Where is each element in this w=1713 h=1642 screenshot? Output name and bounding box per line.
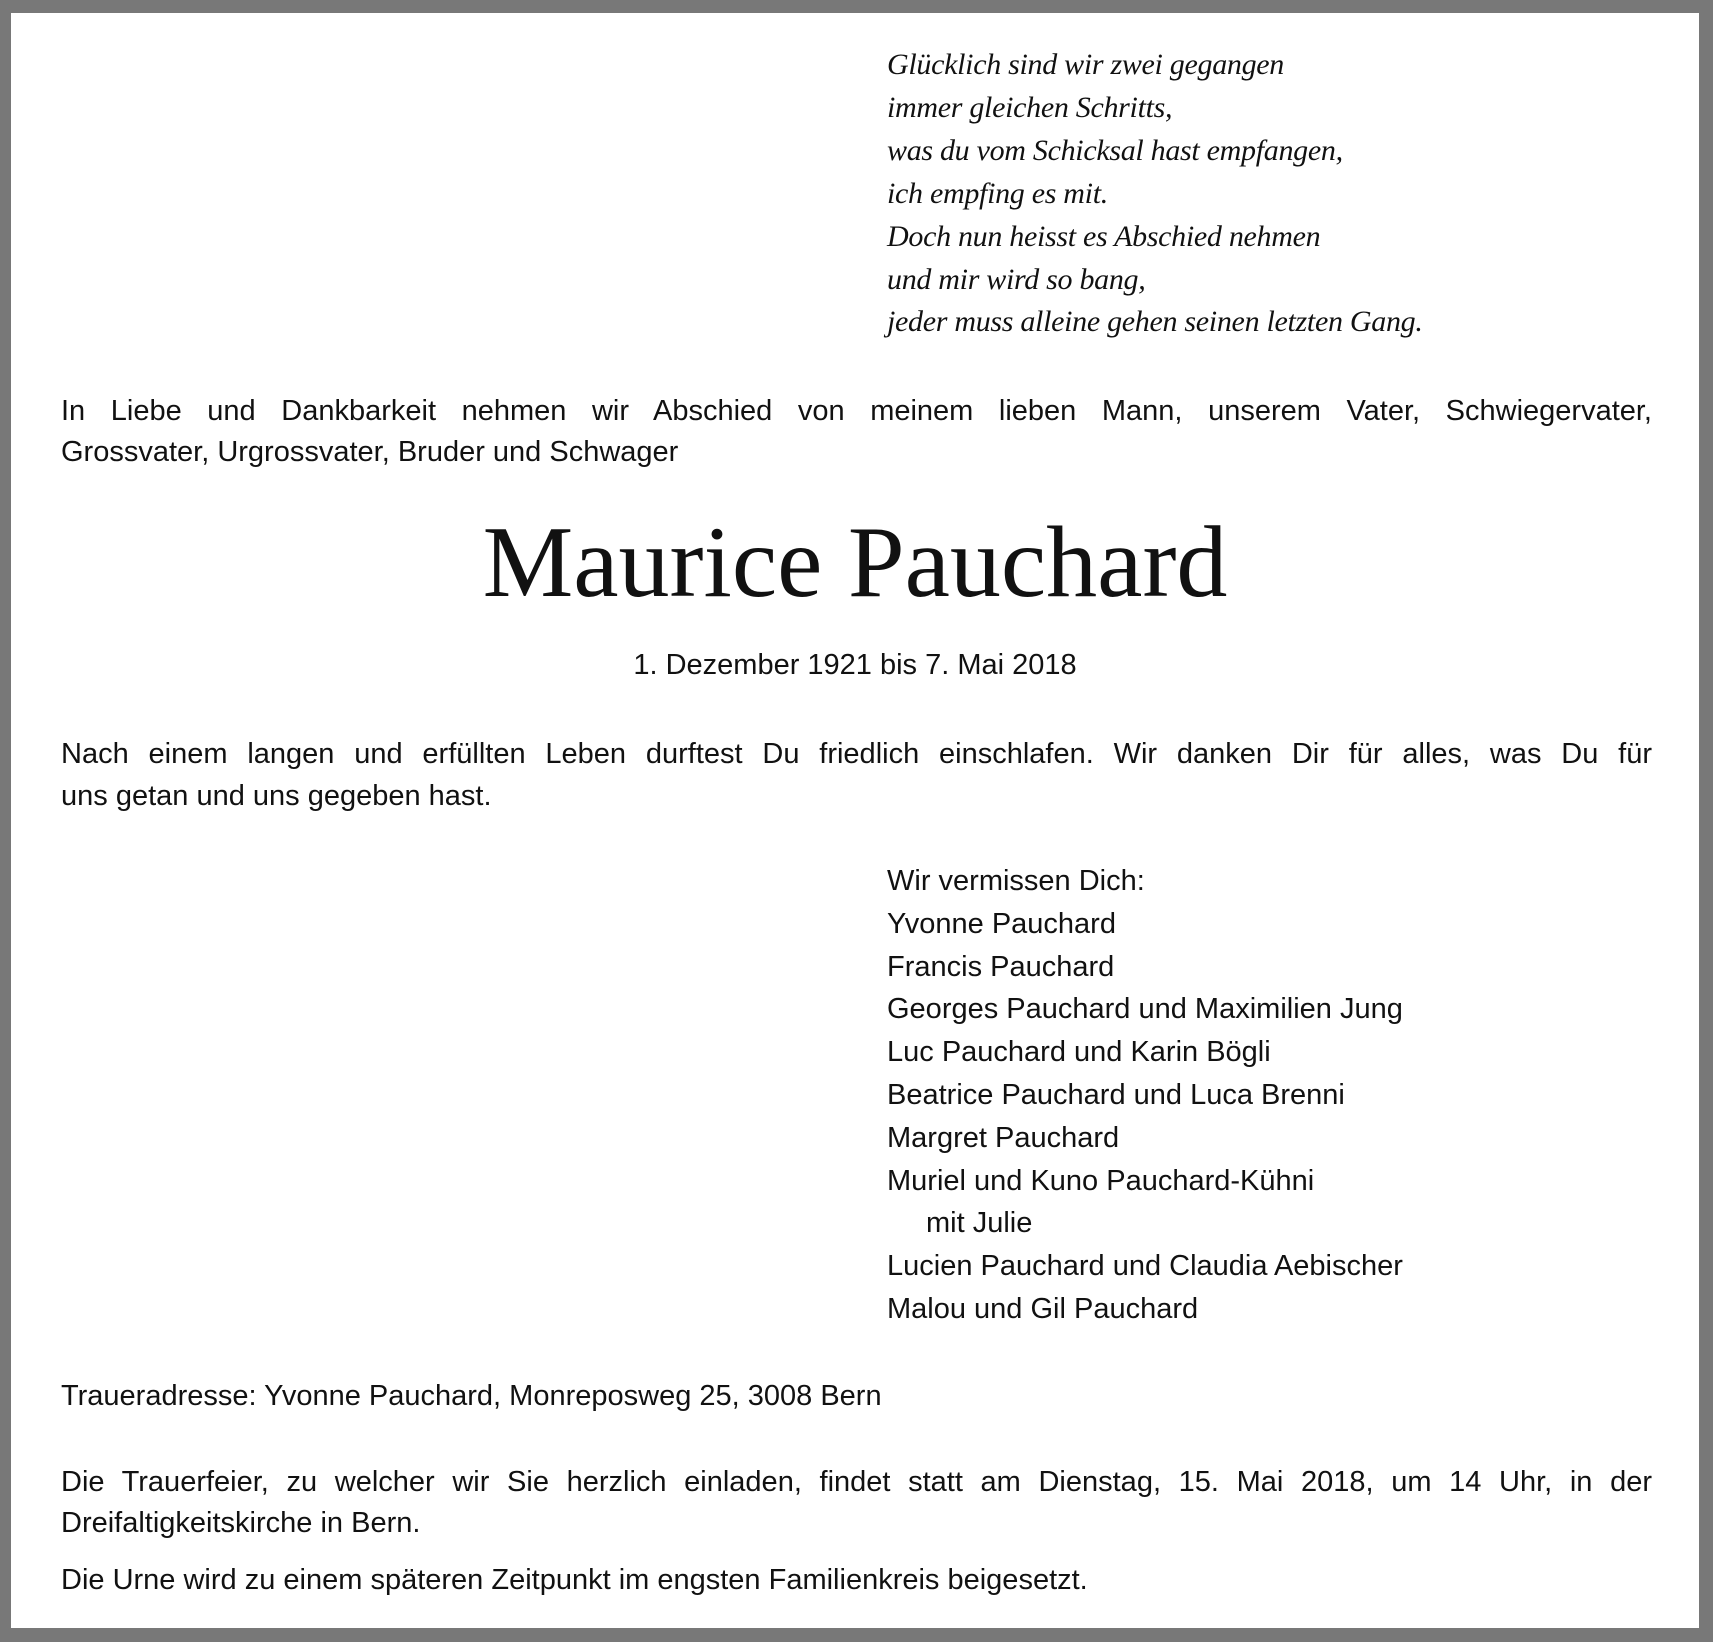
poem-line: ich empfing es mit. xyxy=(887,176,1108,210)
family-member: Malou und Gil Pauchard xyxy=(887,1292,1199,1325)
life-dates: 1. Dezember 1921 bis 7. Mai 2018 xyxy=(633,649,1077,681)
ceremony-line: Dreifaltigkeitskirche in Bern. xyxy=(61,1507,421,1539)
obituary-page xyxy=(11,13,1699,1628)
family-member: Luc Pauchard und Karin Bögli xyxy=(887,1036,1271,1069)
poem-line: und mir wird so bang, xyxy=(887,262,1146,296)
family-member: Lucien Pauchard und Claudia Aebischer xyxy=(887,1250,1403,1283)
poem-line: was du vom Schicksal hast empfangen, xyxy=(887,133,1343,167)
urn-info: Die Urne wird zu einem späteren Zeitpunkt im engsten Familienkreis beigesetzt. xyxy=(61,1564,1088,1596)
message-line: Nach einem langen und erfüllten Leben durftest Du friedlich einschlafen. Wir danken Dir für alles, was Du für xyxy=(61,738,1652,770)
family-list xyxy=(887,860,1403,1331)
poem-line: Glücklich sind wir zwei gegangen xyxy=(887,48,1285,81)
family-heading: Wir vermissen Dich: xyxy=(887,865,1145,897)
poem-line: immer gleichen Schritts, xyxy=(887,90,1173,124)
intro-text xyxy=(61,391,1652,473)
message-line: uns getan und uns gegeben hast. xyxy=(61,780,492,812)
family-member: Beatrice Pauchard und Luca Brenni xyxy=(887,1078,1345,1111)
mourning-address: Traueradresse: Yvonne Pauchard, Monreposweg 25, 3008 Bern xyxy=(61,1380,882,1412)
family-member: Francis Pauchard xyxy=(887,950,1115,983)
poem-line: Doch nun heisst es Abschied nehmen xyxy=(887,219,1321,253)
intro-line: Grossvater, Urgrossvater, Bruder und Schwager xyxy=(61,436,679,468)
family-member: Muriel und Kuno Pauchard-Kühni xyxy=(887,1164,1315,1197)
farewell-message xyxy=(61,733,1652,817)
ceremony-line: Die Trauerfeier, zu welcher wir Sie herzlich einladen, findet statt am Dienstag, 15. Mai 2018, um 14 Uhr, in der xyxy=(61,1466,1652,1498)
poem xyxy=(887,44,1423,344)
deceased-name: Maurice Pauchard xyxy=(482,506,1228,619)
family-member: Georges Pauchard und Maximilien Jung xyxy=(887,993,1403,1026)
family-member: Yvonne Pauchard xyxy=(887,907,1116,940)
family-member: Margret Pauchard xyxy=(887,1121,1120,1154)
ceremony-info xyxy=(61,1462,1652,1544)
family-member: mit Julie xyxy=(926,1207,1033,1240)
intro-line: In Liebe und Dankbarkeit nehmen wir Abschied von meinem lieben Mann, unserem Vater, Schwiegervater, xyxy=(61,395,1652,427)
poem-line: jeder muss alleine gehen seinen letzten Gang. xyxy=(887,305,1423,339)
